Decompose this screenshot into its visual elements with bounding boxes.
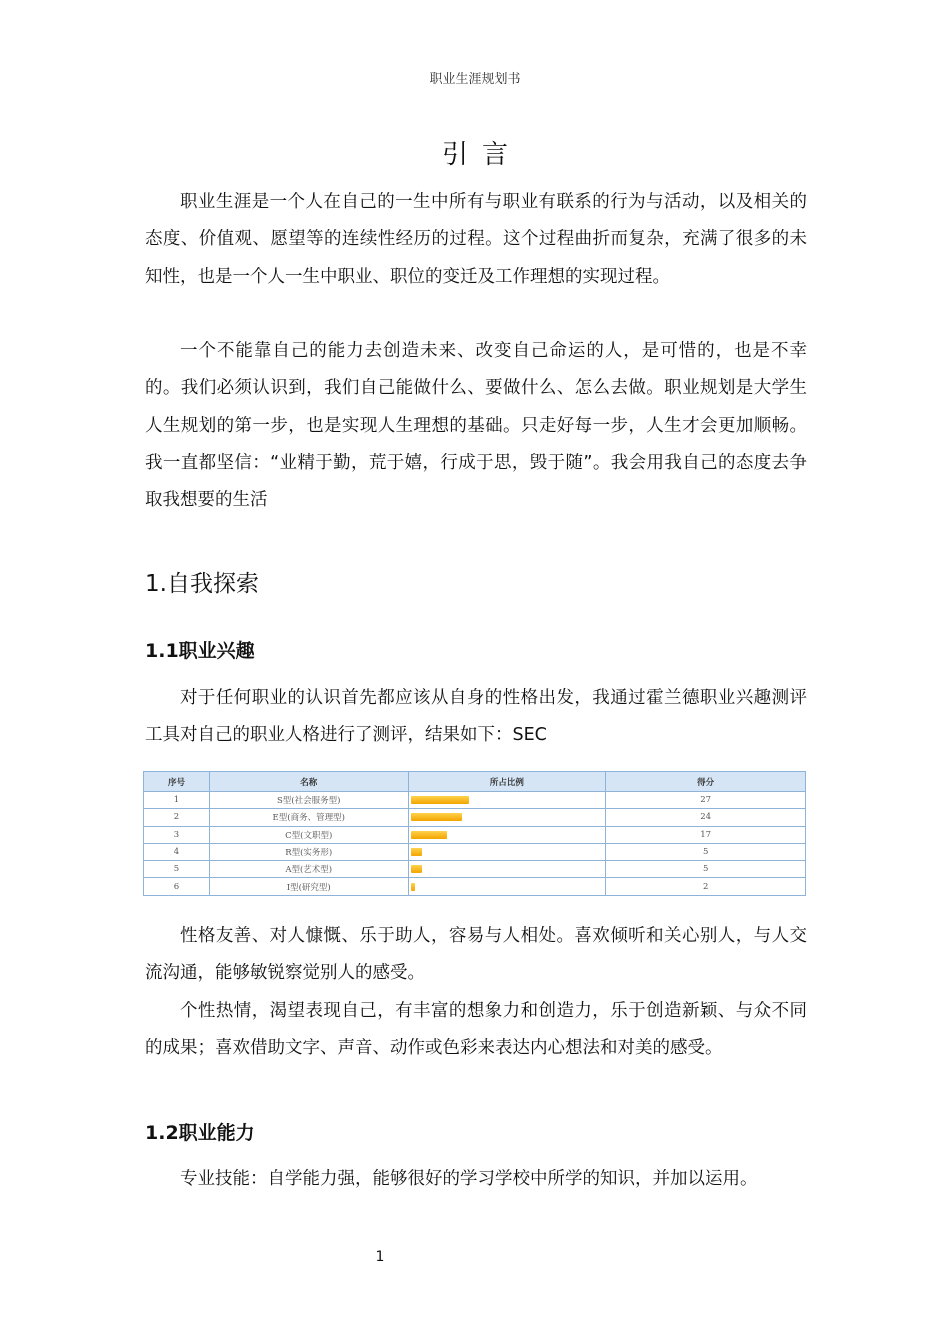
type-name: C型(文职型) xyxy=(209,826,408,843)
proportion-bar xyxy=(411,848,422,856)
table-row xyxy=(144,809,806,826)
page-number: 1 xyxy=(375,1249,385,1265)
column-header: 序号 xyxy=(144,772,210,792)
proportion-cell xyxy=(408,861,606,878)
proportion-bar xyxy=(411,883,415,891)
score-value: 24 xyxy=(606,809,806,826)
table-row xyxy=(144,843,806,860)
proportion-cell xyxy=(408,843,606,860)
intro-paragraph-2: 一个不能靠自己的能力去创造未来、改变自己命运的人，是可惜的，也是不幸的。我们必须认识到，我们自己能做什么、要做什么、怎么去做。职业规划是大学生人生规划的第一步，也是实现人生理想的基础。只走好每一步，人生才会更加顺畅。我一直都坚信：“业精于勤，荒于嬉，行成于思，毁于随”。我会用我自己的态度去争取我想要的生活 xyxy=(145,341,807,511)
subsection-heading-ability: 1.2职业能力 xyxy=(145,1122,255,1144)
type-name: S型(社会服务型) xyxy=(209,792,408,809)
row-number: 5 xyxy=(144,861,210,878)
type-name: E型(商务、管理型) xyxy=(209,809,408,826)
ability-paragraph-1: 专业技能：自学能力强，能够很好的学习学校中所学的知识，并加以运用。 xyxy=(180,1169,758,1189)
interest-paragraph-2: 性格友善、对人慷慨、乐于助人，容易与人相处。喜欢倾听和关心别人，与人交流沟通，能够敏锐察觉别人的感受。 xyxy=(145,926,807,984)
proportion-cell xyxy=(408,878,606,895)
subsection-heading-interest: 1.1职业兴趣 xyxy=(145,640,255,662)
proportion-bar xyxy=(411,796,469,804)
type-name: A型(艺术型) xyxy=(209,861,408,878)
row-number: 2 xyxy=(144,809,210,826)
page-title: 引言 xyxy=(441,140,522,170)
row-number: 6 xyxy=(144,878,210,895)
row-number: 4 xyxy=(144,843,210,860)
column-header: 得分 xyxy=(606,772,806,792)
score-value: 17 xyxy=(606,826,806,843)
score-value: 5 xyxy=(606,861,806,878)
intro-paragraph-1: 职业生涯是一个人在自己的一生中所有与职业有联系的行为与活动，以及相关的态度、价值观、愿望等的连续性经历的过程。这个过程曲折而复杂，充满了很多的未知性，也是一个人一生中职业、职位的变迁及工作理想的实现过程。 xyxy=(145,192,807,287)
proportion-bar xyxy=(411,831,447,839)
table-row xyxy=(144,878,806,895)
section-heading-self-exploration: 1.自我探索 xyxy=(145,571,259,597)
holland-score-table xyxy=(143,771,806,896)
column-header: 所占比例 xyxy=(408,772,606,792)
type-name: R型(实务形) xyxy=(209,843,408,860)
proportion-cell xyxy=(408,826,606,843)
score-value: 2 xyxy=(606,878,806,895)
column-header: 名称 xyxy=(209,772,408,792)
row-number: 1 xyxy=(144,792,210,809)
table-row xyxy=(144,826,806,843)
interest-paragraph-3: 个性热情，渴望表现自己，有丰富的想象力和创造力，乐于创造新颖、与众不同的成果；喜欢借助文字、声音、动作或色彩来表达内心想法和对美的感受。 xyxy=(145,1001,807,1059)
proportion-bar xyxy=(411,813,462,821)
row-number: 3 xyxy=(144,826,210,843)
type-name: I型(研究型) xyxy=(209,878,408,895)
table-header-row xyxy=(144,772,806,792)
score-value: 5 xyxy=(606,843,806,860)
proportion-bar xyxy=(411,865,422,873)
proportion-cell xyxy=(408,809,606,826)
table-row xyxy=(144,792,806,809)
interest-paragraph-1: 对于任何职业的认识首先都应该从自身的性格出发，我通过霍兰德职业兴趣测评工具对自己的职业人格进行了测评，结果如下：SEC xyxy=(145,688,807,746)
page-header: 职业生涯规划书 xyxy=(429,72,521,87)
score-value: 27 xyxy=(606,792,806,809)
proportion-cell xyxy=(408,792,606,809)
table-row xyxy=(144,861,806,878)
